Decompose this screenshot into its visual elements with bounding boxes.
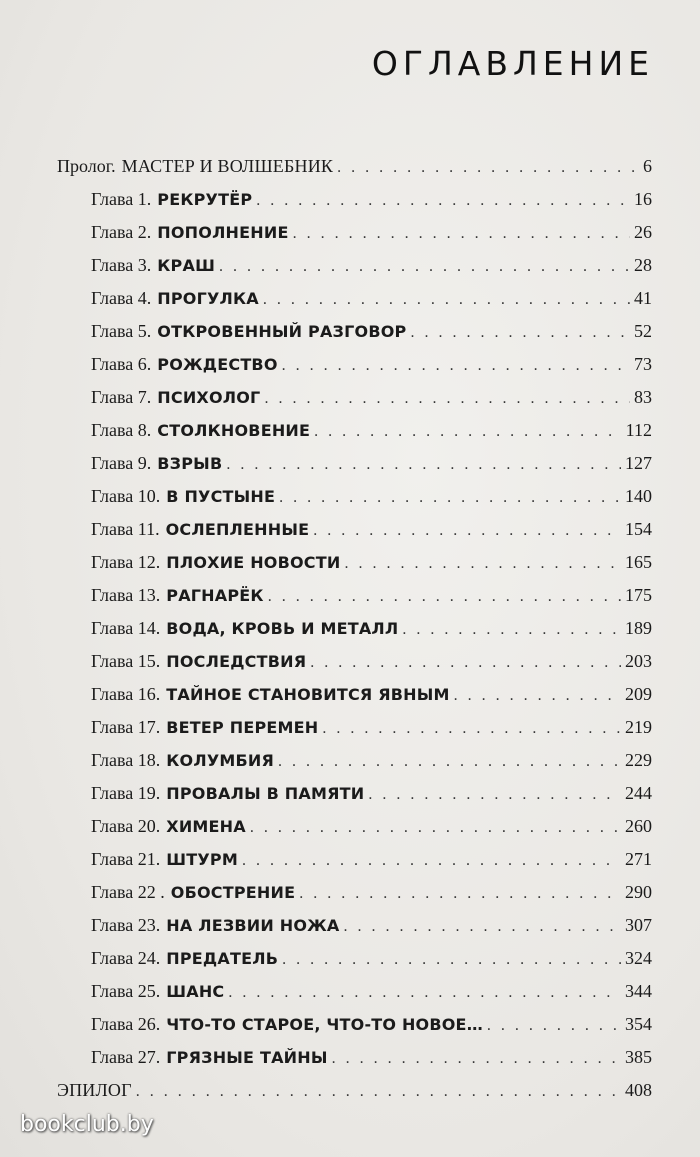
entry-title: ПЛОХИЕ НОВОСТИ (166, 553, 341, 572)
entry-title: ВЕТЕР ПЕРЕМЕН (166, 718, 319, 737)
toc-entry-chapter[interactable] (91, 282, 652, 315)
dot-leader (410, 316, 630, 349)
entry-title: КОЛУМБИЯ (166, 751, 275, 770)
toc-entry-chapter[interactable] (91, 447, 652, 480)
dot-leader (313, 514, 621, 547)
dot-leader (299, 877, 621, 910)
dot-leader (310, 646, 621, 679)
toc-entry-epilogue[interactable] (57, 1074, 652, 1107)
toc-entry-chapter[interactable] (91, 645, 652, 678)
dot-leader (228, 976, 621, 1009)
entry-prefix: Глава 18. (91, 750, 161, 770)
dot-leader (219, 250, 630, 283)
toc-entry-chapter[interactable] (91, 414, 652, 447)
entry-page-number: 209 (625, 684, 652, 704)
entry-prefix: Глава 19. (91, 783, 161, 803)
dot-leader (344, 910, 621, 943)
entry-prefix: Глава 9. (91, 453, 152, 473)
entry-page-number: 154 (625, 519, 652, 539)
entry-page-number: 203 (625, 651, 652, 671)
entry-title: ШАНС (166, 982, 225, 1001)
entry-prefix: Глава 26. (91, 1014, 161, 1034)
entry-page-number: 290 (625, 882, 652, 902)
entry-prefix: Глава 10. (91, 486, 161, 506)
entry-prefix: Глава 17. (91, 717, 161, 737)
entry-title: ЧТО-ТО СТАРОЕ, ЧТО-ТО НОВОЕ… (166, 1015, 483, 1034)
entry-title: ХИМЕНА (166, 817, 246, 836)
entry-title: ЭПИЛОГ (57, 1080, 132, 1100)
entry-page-number: 16 (634, 189, 652, 209)
toc-entry-chapter[interactable] (91, 183, 652, 216)
entry-title: НА ЛЕЗВИИ НОЖА (166, 916, 340, 935)
entry-page-number: 73 (634, 354, 652, 374)
entry-page-number: 189 (625, 618, 652, 638)
toc-entry-chapter[interactable] (91, 216, 652, 249)
toc-entry-chapter[interactable] (91, 381, 652, 414)
entry-page-number: 41 (634, 288, 652, 308)
toc-entry-chapter[interactable] (91, 1008, 652, 1041)
entry-page-number: 260 (625, 816, 652, 836)
entry-title: СТОЛКНОВЕНИЕ (157, 421, 311, 440)
toc-entry-chapter[interactable] (91, 546, 652, 579)
entry-page-number: 112 (625, 420, 652, 440)
toc-entry-chapter[interactable] (91, 1041, 652, 1074)
entry-prefix: Глава 1. (91, 189, 152, 209)
toc-entry-chapter[interactable] (91, 810, 652, 843)
toc-entry-chapter[interactable] (91, 612, 652, 645)
entry-prefix: Пролог. (57, 156, 116, 176)
toc-entry-chapter[interactable] (91, 876, 652, 909)
entry-page-number: 6 (643, 156, 652, 176)
toc-entry-chapter[interactable] (91, 678, 652, 711)
toc-entry-chapter[interactable] (91, 909, 652, 942)
entry-prefix: Глава 15. (91, 651, 161, 671)
entry-title: ГРЯЗНЫЕ ТАЙНЫ (166, 1048, 328, 1067)
dot-leader (282, 349, 630, 382)
entry-prefix: Глава 13. (91, 585, 161, 605)
entry-page-number: 408 (625, 1080, 652, 1100)
entry-title: В ПУСТЫНЕ (166, 487, 276, 506)
dot-leader (264, 382, 630, 415)
entry-prefix: Глава 27. (91, 1047, 161, 1067)
entry-title: РЕКРУТЁР (157, 190, 253, 209)
entry-page-number: 83 (634, 387, 652, 407)
entry-title: РАГНАРЁК (166, 586, 264, 605)
dot-leader (487, 1009, 621, 1042)
entry-page-number: 175 (625, 585, 652, 605)
entry-prefix: Глава 2. (91, 222, 152, 242)
dot-leader (454, 679, 621, 712)
entry-title: ОСЛЕПЛЕННЫЕ (165, 520, 310, 539)
dot-leader (279, 481, 621, 514)
entry-title: ПРЕДАТЕЛЬ (166, 949, 279, 968)
dot-leader (402, 613, 621, 646)
entry-page-number: 28 (634, 255, 652, 275)
toc-entry-chapter[interactable] (91, 711, 652, 744)
entry-prefix: Глава 24. (91, 948, 161, 968)
dot-leader (242, 844, 621, 877)
toc-entry-chapter[interactable] (91, 942, 652, 975)
entry-prefix: Глава 21. (91, 849, 161, 869)
entry-prefix: Глава 4. (91, 288, 152, 308)
entry-page-number: 229 (625, 750, 652, 770)
entry-prefix: Глава 22 . (91, 882, 165, 902)
dot-leader (293, 217, 630, 250)
entry-prefix: Глава 25. (91, 981, 161, 1001)
dot-leader (314, 415, 622, 448)
entry-title: ПСИХОЛОГ (157, 388, 261, 407)
entry-title: РОЖДЕСТВО (157, 355, 278, 374)
entry-prefix: Глава 7. (91, 387, 152, 407)
dot-leader (256, 184, 630, 217)
toc-entry-chapter[interactable] (91, 777, 652, 810)
entry-title: ПРОВАЛЫ В ПАМЯТИ (166, 784, 365, 803)
dot-leader (282, 943, 621, 976)
dot-leader (337, 151, 639, 184)
entry-page-number: 271 (625, 849, 652, 869)
toc-entry-chapter[interactable] (91, 843, 652, 876)
entry-page-number: 244 (625, 783, 652, 803)
entry-prefix: Глава 5. (91, 321, 152, 341)
entry-title: КРАШ (157, 256, 216, 275)
entry-prefix: Глава 11. (91, 519, 160, 539)
page-title: ОГЛАВЛЕНИЕ (371, 44, 654, 83)
toc-entry-chapter[interactable] (91, 480, 652, 513)
entry-prefix: Глава 16. (91, 684, 161, 704)
entry-title: ШТУРМ (166, 850, 238, 869)
entry-prefix: Глава 12. (91, 552, 161, 572)
dot-leader (250, 811, 621, 844)
dot-leader (344, 547, 621, 580)
entry-page-number: 324 (625, 948, 652, 968)
entry-title: ТАЙНОЕ СТАНОВИТСЯ ЯВНЫМ (166, 685, 450, 704)
entry-title: МАСТЕР И ВОЛШЕБНИК (121, 156, 334, 176)
toc-entry-chapter[interactable] (91, 315, 652, 348)
entry-page-number: 165 (625, 552, 652, 572)
entry-prefix: Глава 3. (91, 255, 152, 275)
entry-prefix: Глава 23. (91, 915, 161, 935)
entry-title: ПОПОЛНЕНИЕ (157, 223, 289, 242)
dot-leader (136, 1075, 621, 1108)
entry-prefix: Глава 6. (91, 354, 152, 374)
entry-prefix: Глава 8. (91, 420, 152, 440)
toc-entry-chapter[interactable] (91, 249, 652, 282)
entry-page-number: 52 (634, 321, 652, 341)
dot-leader (332, 1042, 621, 1075)
entry-title: ВОДА, КРОВЬ И МЕТАЛЛ (166, 619, 399, 638)
entry-page-number: 140 (625, 486, 652, 506)
entry-prefix: Глава 20. (91, 816, 161, 836)
watermark: bookclub.by (20, 1112, 154, 1137)
entry-page-number: 219 (625, 717, 652, 737)
entry-page-number: 344 (625, 981, 652, 1001)
toc-entry-chapter[interactable] (91, 348, 652, 381)
entry-page-number: 307 (625, 915, 652, 935)
entry-title: ПОСЛЕДСТВИЯ (166, 652, 307, 671)
entry-page-number: 385 (625, 1047, 652, 1067)
toc-entry-chapter[interactable] (91, 513, 652, 546)
toc-entry-chapter[interactable] (91, 975, 652, 1008)
entry-page-number: 127 (625, 453, 652, 473)
entry-page-number: 354 (625, 1014, 652, 1034)
dot-leader (226, 448, 621, 481)
entry-title: ОБОСТРЕНИЕ (170, 883, 296, 902)
toc-entry-prologue[interactable] (57, 150, 652, 183)
toc-entry-chapter[interactable] (91, 744, 652, 777)
entry-title: ВЗРЫВ (157, 454, 223, 473)
entry-prefix: Глава 14. (91, 618, 161, 638)
entry-title: ОТКРОВЕННЫЙ РАЗГОВОР (157, 322, 407, 341)
dot-leader (368, 778, 621, 811)
entry-page-number: 26 (634, 222, 652, 242)
dot-leader (278, 745, 621, 778)
entry-title: ПРОГУЛКА (157, 289, 259, 308)
dot-leader (322, 712, 621, 745)
dot-leader (268, 580, 621, 613)
dot-leader (263, 283, 630, 316)
toc-entry-chapter[interactable] (91, 579, 652, 612)
